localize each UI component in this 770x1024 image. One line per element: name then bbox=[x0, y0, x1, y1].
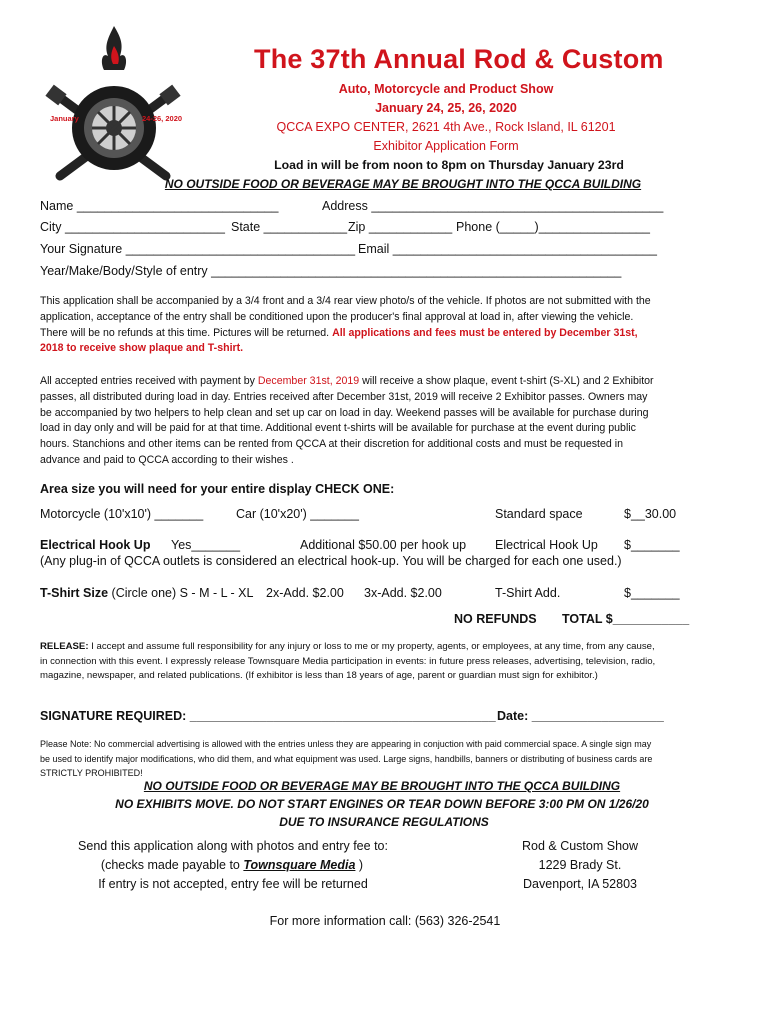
zip-field[interactable]: Zip ____________ bbox=[348, 220, 453, 234]
tshirt-price[interactable]: $_______ bbox=[624, 586, 680, 600]
footer-no-move: NO EXHIBITS MOVE. DO NOT START ENGINES OR TEAR DOWN BEFORE 3:00 PM ON 1/26/20 bbox=[115, 797, 649, 811]
tshirt-3x: 3x-Add. $2.00 bbox=[364, 586, 442, 600]
page-title: The 37th Annual Rod & Custom bbox=[254, 44, 664, 74]
photo-requirements bbox=[40, 294, 662, 357]
address-field[interactable]: Address __________________________________________ bbox=[322, 199, 664, 213]
date-field[interactable]: Date: ___________________ bbox=[497, 709, 664, 723]
no-refunds: NO REFUNDS bbox=[454, 612, 537, 626]
tshirt-add-label: T-Shirt Add. bbox=[495, 586, 561, 600]
entry-details bbox=[40, 374, 662, 469]
name-field[interactable]: Name _____________________________ bbox=[40, 199, 279, 213]
electrical-label: Electrical Hook Up bbox=[40, 538, 151, 552]
photo-requirements-text: This application shall be accompanied by a 3/4 front and a 3/4 rear view photo/s of the vehicle. If photos are not submitted with the application, acceptance of the entry shall be conditioned upon the producer's final approval at load in, after viewing the vehicle. There will be no refunds at this time. Pictures will be returned. bbox=[40, 295, 651, 339]
footer-insurance: DUE TO INSURANCE REGULATIONS bbox=[279, 815, 489, 829]
refund-notice: If entry is not accepted, entry fee will be returned bbox=[98, 877, 368, 891]
subtitle-dates: January 24, 25, 26, 2020 bbox=[375, 101, 517, 115]
electrical-yes-field[interactable]: Yes_______ bbox=[171, 538, 241, 552]
tshirt-2x: 2x-Add. $2.00 bbox=[266, 586, 344, 600]
tshirt-sizes[interactable]: (Circle one) S - M - L - XL bbox=[108, 586, 254, 600]
checks-post: ) bbox=[355, 858, 364, 872]
signature-field[interactable]: Your Signature _________________________________ bbox=[40, 242, 356, 256]
event-logo bbox=[38, 16, 188, 186]
no-food-notice: NO OUTSIDE FOOD OR BEVERAGE MAY BE BROUGHT INTO THE QCCA BUILDING bbox=[164, 177, 642, 191]
signature-required[interactable]: SIGNATURE REQUIRED: ____________________________________________ bbox=[40, 709, 496, 723]
advertising-note: Please Note: No commercial advertising is allowed with the entries unless they are appearing in conjuction with paid commercial space. A single sign may be used to identify major modifications, who did them, and what equipment was used. Large signs, handbills, banners or distributing of business cards are STRICTLY PROHIBITED! bbox=[40, 739, 653, 778]
standard-space-label: Standard space bbox=[495, 507, 583, 521]
electrical-right-label: Electrical Hook Up bbox=[495, 538, 598, 552]
deadline-notice: All applications and fees must be entered by December 31st, 2018 to receive show plaque and T-shirt. bbox=[40, 326, 638, 355]
logo-date-right: 24-26, 2020 bbox=[142, 114, 183, 123]
email-field[interactable]: Email ______________________________________ bbox=[358, 242, 657, 256]
city-field[interactable]: City _______________________ bbox=[40, 220, 225, 234]
mail-address-line1: Rod & Custom Show bbox=[521, 839, 639, 853]
logo-date-left: January bbox=[50, 114, 79, 123]
release-text: I accept and assume full responsibility for any injury or loss to me or my property, agents, or employees, at any time, from any cause, in connection with this event. I expressly release Townsquare Media participation in events: in future press releases, advertising, television, radio, magazine, newspaper, and related publications. (If exhibitor is less than 18 years of age, parent or guardian must sign for exhibitor.) bbox=[40, 641, 656, 682]
motorcycle-option[interactable]: Motorcycle (10'x10') _______ bbox=[40, 507, 204, 521]
payee-name: Townsquare Media bbox=[243, 858, 356, 872]
vehicle-field[interactable]: Year/Make/Body/Style of entry ___________________________________________________________ bbox=[40, 264, 622, 278]
area-heading: Area size you will need for your entire display CHECK ONE: bbox=[40, 482, 395, 496]
info-phone: For more information call: (563) 326-2541 bbox=[269, 914, 501, 928]
total-field[interactable]: TOTAL $___________ bbox=[562, 612, 690, 626]
phone-field[interactable]: Phone (_____)________________ bbox=[456, 220, 650, 234]
load-in-notice: Load in will be from noon to 8pm on Thursday January 23rd bbox=[274, 158, 624, 172]
electrical-additional: Additional $50.00 per hook up bbox=[300, 538, 467, 552]
tshirt-row bbox=[40, 586, 253, 600]
subtitle-venue: QCCA EXPO CENTER, 2621 4th Ave., Rock Island, IL 61201 bbox=[276, 120, 616, 134]
electrical-price[interactable]: $_______ bbox=[624, 538, 680, 552]
release-paragraph bbox=[40, 640, 662, 684]
release-label: RELEASE: bbox=[40, 641, 89, 652]
checks-pre: (checks made payable to bbox=[100, 858, 244, 872]
logo-graphic bbox=[38, 16, 188, 186]
subtitle-show: Auto, Motorcycle and Product Show bbox=[338, 82, 554, 96]
subtitle-form: Exhibitor Application Form bbox=[373, 139, 519, 153]
checks-payable bbox=[101, 858, 363, 872]
payment-deadline: December 31st, 2019 bbox=[257, 375, 360, 387]
send-instructions: Send this application along with photos and entry fee to: bbox=[78, 839, 388, 853]
standard-space-price: $__30.00 bbox=[624, 507, 677, 521]
mail-address-line2: 1229 Brady St. bbox=[538, 858, 622, 872]
footer-no-food: NO OUTSIDE FOOD OR BEVERAGE MAY BE BROUGHT INTO THE QCCA BUILDING bbox=[143, 779, 621, 793]
entry-details-rest: will receive a show plaque, event t-shirt (S-XL) and 2 Exhibitor passes, all distributed during load in day. Entries received after December 31st, 2019 will receive 2 Exhibitor passes. Owners may be accompanied by two helpers to help clean and set up car on load in day. Weekend passes will be available for purchase during load in day only and will be paid for at that time. Additional event t-shirts will be available for purchase at the event during public hours. Stanchions and other items can be rented from QCCA at their discretion for additional costs and must be requested in advance and paid to QCCA according to their wishes . bbox=[40, 375, 654, 466]
entry-details-start: All accepted entries received with payment by bbox=[40, 375, 258, 387]
car-option[interactable]: Car (10'x20') _______ bbox=[236, 507, 359, 521]
mail-address-line3: Davenport, IA 52803 bbox=[523, 877, 637, 891]
plugin-note: (Any plug-in of QCCA outlets is considered an electrical hook-up. You will be charged for each one used.) bbox=[40, 554, 622, 568]
state-field[interactable]: State ____________ bbox=[231, 220, 348, 234]
tshirt-label: T-Shirt Size bbox=[40, 586, 109, 600]
